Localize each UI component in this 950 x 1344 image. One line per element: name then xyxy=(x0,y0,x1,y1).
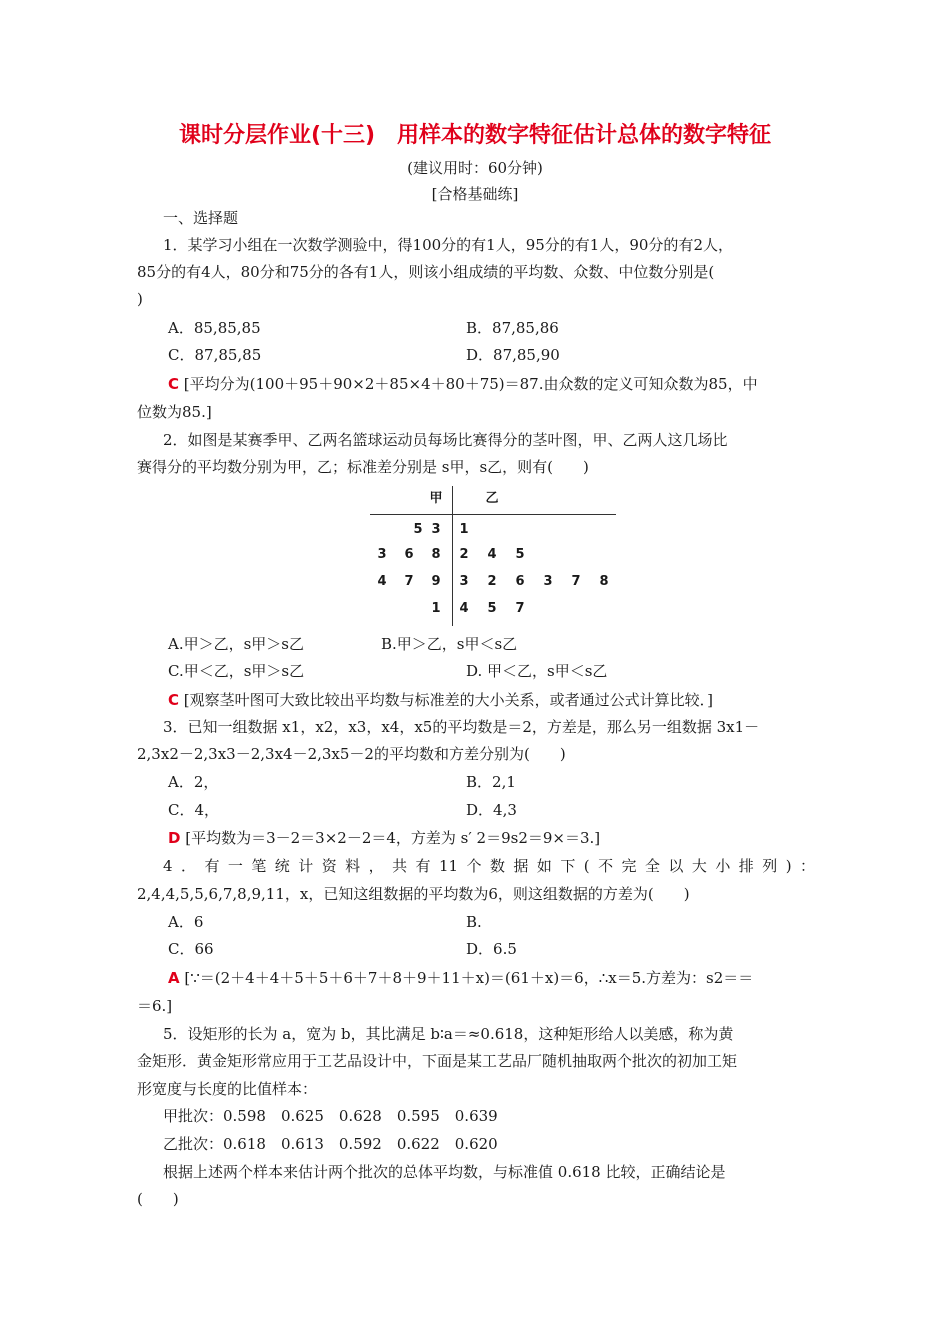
q4-option-a: A．6 xyxy=(168,913,204,931)
q4-option-d: D．6.5 xyxy=(466,940,517,958)
plot-header-rule xyxy=(370,514,616,515)
q5-stem-line: 金矩形．黄金矩形常应用于工艺品设计中，下面是某工艺品厂随机抽取两个批次的初加工矩 xyxy=(137,1052,738,1070)
q2-answer: C xyxy=(168,691,180,709)
q2-option-d: D. 甲＜乙，s甲＜s乙 xyxy=(466,662,608,680)
q4-explanation-cont: ＝6.] xyxy=(137,997,173,1015)
leaf-right: 2 xyxy=(487,574,497,589)
q4-answer-line xyxy=(168,968,753,988)
q4-stem-line: 4．有一笔统计资料，共有11个数据如下(不完全以大小排列)： xyxy=(163,857,815,875)
stem-leaf-plot xyxy=(370,486,616,626)
q1-option-c: C．87,85,85 xyxy=(168,346,262,364)
plot-stem-rule xyxy=(452,486,453,626)
page-title: 课时分层作业(十三) 用样本的数字特征估计总体的数字特征 xyxy=(178,123,772,148)
q1-explanation-cont: 位数为85.] xyxy=(137,403,212,421)
level-label: [合格基础练] xyxy=(431,185,519,203)
leaf-right: 5 xyxy=(515,547,525,562)
q4-option-b: B. xyxy=(466,913,482,931)
q2-option-c: C.甲＜乙，s甲＞s乙 xyxy=(168,662,305,680)
q5-stem-line: 根据上述两个样本来估计两个批次的总体平均数，与标准值 0.618 比较，正确结论是 xyxy=(163,1163,726,1181)
leaf-right: 7 xyxy=(515,601,525,616)
leaf-right: 5 xyxy=(487,601,497,616)
section-heading: 一、选择题 xyxy=(163,209,239,227)
leaf-left: 6 xyxy=(404,547,414,562)
leaf-left: 4 xyxy=(377,574,387,589)
q5-batch-yi: 乙批次：0.618 0.613 0.592 0.622 0.620 xyxy=(163,1135,498,1153)
q4-explanation: [∵＝(2＋4＋4＋5＋5＋6＋7＋8＋9＋11＋x)＝(61＋x)＝6，∴x＝5.方差为：s2＝＝ xyxy=(184,969,754,987)
q4-answer: A xyxy=(168,969,180,987)
leaf-right: 8 xyxy=(599,574,609,589)
q1-stem-line: 85分的有4人，80分和75分的各有1人，则该小组成绩的平均数、众数、中位数分别是( xyxy=(137,263,715,281)
q5-batch-jia: 甲批次：0.598 0.625 0.628 0.595 0.639 xyxy=(163,1107,498,1125)
q2-option-b: B.甲＞乙，s甲＜s乙 xyxy=(381,635,518,653)
q1-stem-line: ) xyxy=(137,290,143,308)
leaf-left: 8 xyxy=(431,547,441,562)
stem-value: 4 xyxy=(459,601,469,616)
q2-stem-line: 2．如图是某赛季甲、乙两名篮球运动员每场比赛得分的茎叶图，甲、乙两人这几场比 xyxy=(163,431,728,449)
q1-stem-line: 1．某学习小组在一次数学测验中，得100分的有1人，95分的有1人，90分的有2人， xyxy=(163,236,733,254)
stem-value: 3 xyxy=(459,574,469,589)
q3-answer: D xyxy=(168,829,181,847)
q3-explanation: [平均数为＝3－2＝3×2－2＝4，方差为 s′ 2＝9s2＝9×＝3.] xyxy=(185,829,601,847)
leaf-left: 5 xyxy=(413,522,423,537)
q3-option-b: B．2,1 xyxy=(466,773,516,791)
q2-stem-line: 赛得分的平均数分别为甲，乙；标准差分别是 s甲，s乙，则有( ) xyxy=(137,458,589,476)
q1-option-d: D．87,85,90 xyxy=(466,346,560,364)
leaf-right: 3 xyxy=(543,574,553,589)
q5-stem-line: 5．设矩形的长为 a，宽为 b，其比满足 b∶a＝≈0.618，这种矩形给人以美感，称为黄 xyxy=(163,1025,734,1043)
suggested-time: (建议用时：60分钟) xyxy=(407,159,543,177)
plot-header-yi: 乙 xyxy=(485,491,499,506)
stem-value: 2 xyxy=(459,547,469,562)
q1-option-a: A．85,85,85 xyxy=(168,319,261,337)
q5-stem-line: ( ) xyxy=(137,1190,179,1208)
q1-answer: C xyxy=(168,375,180,393)
q2-option-a: A.甲＞乙，s甲＞s乙 xyxy=(168,635,304,653)
leaf-left: 7 xyxy=(404,574,414,589)
leaf-left: 3 xyxy=(377,547,387,562)
leaf-right: 7 xyxy=(571,574,581,589)
q2-answer-line xyxy=(168,690,713,710)
leaf-right: 6 xyxy=(515,574,525,589)
q4-option-c: C．66 xyxy=(168,940,214,958)
q1-option-b: B．87,85,86 xyxy=(466,319,559,337)
plot-header-jia: 甲 xyxy=(429,491,443,506)
q3-option-a: A．2， xyxy=(168,773,219,791)
stem-value: 1 xyxy=(459,522,469,537)
leaf-left: 9 xyxy=(431,574,441,589)
q3-stem-line: 2,3x2－2,3x3－2,3x4－2,3x5－2的平均数和方差分别为( ) xyxy=(137,745,566,763)
q3-option-c: C．4， xyxy=(168,801,220,819)
leaf-left: 1 xyxy=(431,601,441,616)
q2-explanation: [观察茎叶图可大致比较出平均数与标准差的大小关系，或者通过公式计算比较．] xyxy=(183,691,714,709)
leaf-right: 4 xyxy=(487,547,497,562)
q5-stem-line: 形宽度与长度的比值样本： xyxy=(137,1080,318,1098)
q3-answer-line xyxy=(168,828,600,848)
q3-option-d: D．4,3 xyxy=(466,801,517,819)
q1-answer-line xyxy=(168,374,758,394)
q1-explanation: [平均分为(100＋95＋90×2＋85×4＋80＋75)＝87.由众数的定义可知众数为85，中 xyxy=(183,375,758,393)
q4-stem-line: 2,4,4,5,5,6,7,8,9,11，x，已知这组数据的平均数为6，则这组数据的方差为( ) xyxy=(137,885,690,903)
leaf-left: 3 xyxy=(431,522,441,537)
q3-stem-line: 3．已知一组数据 x1，x2，x3，x4，x5的平均数是＝2，方差是，那么另一组数据 3x1－ xyxy=(163,718,760,736)
